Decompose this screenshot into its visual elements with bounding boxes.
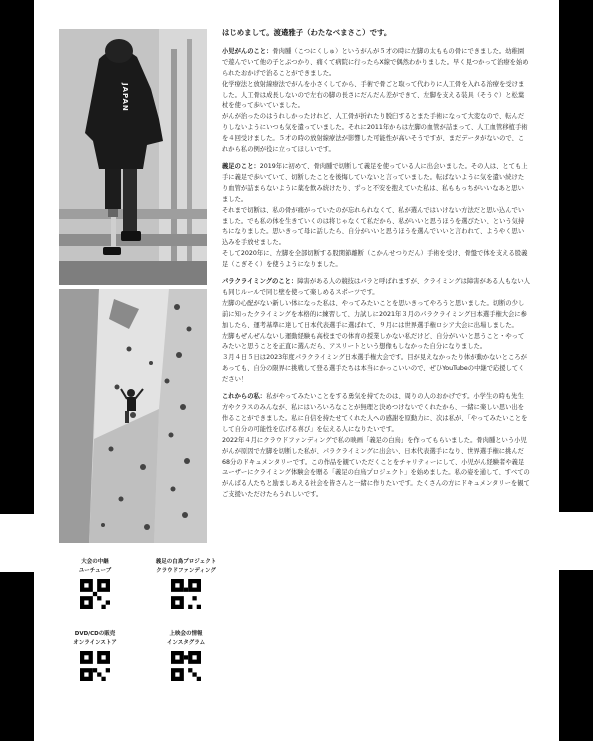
photo-prosthetic-leg-svg [59, 29, 207, 285]
section-paragraph: 障害がある人の競技はパラと呼ばれますが、クライミングは障害がある人もない人も同じルールで同じ壁を使って楽しめるスポーツです。 [222, 278, 530, 296]
qr-label: 義足の白鳥プロジェクト [155, 559, 217, 565]
qr-label: オンラインストア [73, 640, 117, 646]
section-future [222, 392, 530, 501]
section-paragraph: がんが治ったのはうれしかったけれど、人工骨が折れたり脱臼するとまた手術になって大変なので、転んだりしないようにいつも気を遣っていました。それに2011年からは左脚の血管が詰まって、人工血管移植手術を４回受けました。５才の時の放射線療法が影響した可能性が高いそうですが、まだデータがないので、これから私の例が役に立ってほしいです。 [222, 113, 528, 154]
section-prosthetic [222, 162, 530, 271]
photo-prosthetic-leg [59, 29, 207, 285]
section-paragraph: 骨肉腫（こつにくしゅ）というがんが５才の時に左脚の太ももの骨にできました。幼稚園で遊んでいて他の子とぶつかり、痛くて病院に行ったらX線で偶然わかりました。早く見つかって治療を始められたおかげで治ることができました。 [222, 47, 529, 77]
section-title: これからの私： [222, 393, 267, 401]
qr-code-icon [80, 651, 110, 681]
qr-label: インスタグラム [166, 640, 206, 646]
section-paragraph: 左脚の心配がない新しい体になった私は、やってみたいことを思いきってやろうと思いました。切断の少し前に知ったクライミングを本格的に練習して、力試しに2021年３月のパラクライミング日本選手権大会に参加したら、運考基準に達して日本代表選手に選ばれて、９月には世界選手権ロシア大会に出場しました。 [222, 299, 527, 329]
qr-code-icon [171, 651, 201, 681]
section-title: 義足のこと： [222, 162, 260, 170]
qr-label: 上映会の情報 [169, 631, 203, 637]
section-paragraph: 左脚もぜんぜんないし運動経験も高校までの体育の授業しかない私だけど、自分がいいと思うこと・やってみたいと思うことを正直に選んだら、アスリートという想像もしなかった自分になりました。 [222, 332, 525, 351]
qr-youtube[interactable] [64, 558, 126, 613]
section-paraclimbing [222, 277, 530, 386]
section-childhood-cancer [222, 47, 530, 156]
section-paragraph: そして2020年に、左脚を全部切断する股関節離断（こかんせつりだん）手術を受け、骨盤で体を支える股義足（こぎそく）を使うようになりました。 [222, 250, 528, 269]
qr-code-icon [80, 579, 110, 609]
section-paragraph: それまで切断は、私の骨が痛がっていたのが忘れられなくて、私が選んではいけない方法だと思い込んでいました。でも私の体を生きていくのは将じゃなくて私だから、私がいいと思うほうを選びたい、という気持ちになりました。思いきって母に話したら、自分がいいと思うほうを選んでいいと言われて、ようやく思い込みを手放せました。 [222, 206, 525, 247]
document-page [34, 0, 559, 741]
qr-label: ユーチューブ [78, 568, 112, 574]
qr-online-store[interactable] [64, 630, 126, 685]
section-paragraph: 2019年に初めて、骨肉腫で切断して義足を使っている人に出会いました。その人は、とても上手に義足で歩いていて、切断したことを後悔していないと言っていました。転ばないように気を遣い続けたり血管が詰まらないように薬を飲み続けたり、ずっと不安を抱えていた私は、私ももっちがいいなあと思いました。 [222, 162, 528, 203]
section-paragraph: 私がやってみたいことをする勇気を持てたのは、周りの人のおかげです。小学生の時も先生方やクラスのみんなが、私にはいろいろなことが無理と決めつけないでくれたから、一緒に楽しい思い出を作ることができました。私に自信を持たせてくれた人への感謝を原動力に、次は私が、「やってみたいことをして自分の可能性を広げる喜び」を伝える人になりたいです。 [222, 393, 528, 433]
section-paragraph: 2022年４月にクラウドファンディングで私の映画「義足の白鳥」を作ってもらいました。骨肉腫という小児がんが原因で左脚を切断した私が、パラクライミングに出会い、日本代表選手になり、世界選手権に挑んだ68分のドキュメンタリーです。この作品を観ていただくことをチャリティーにして、小児がん経験者や義足ユーザーにクライミング体験会を贈る「義足の白鳥プロジェクト」を始めました。私の姿を通して、すべてのがんばる人たちと励ましあえる社会を皆さんと一緒に作りたいです。たくさんの方にドキュメンタリーを観てご支援いただけたらうれしいです。 [222, 436, 530, 499]
page-edge-right [559, 512, 593, 570]
page-edge-left [0, 514, 34, 572]
qr-code-icon [171, 579, 201, 609]
section-paragraph: 化学療法と放射線療法でがんを小さくしてから、手術で骨ごと取って代わりに人工骨を入れる治療を受けました。人工骨は成長しないので左右の脚の長さにだんだん差ができて、左脚を支える装具（そうぐ）と松葉杖を使って歩いていました。 [222, 80, 525, 110]
photo-climbing-wall [59, 289, 207, 543]
photo-climbing-wall-svg [59, 289, 207, 543]
qr-label: クラウドファンディング [156, 568, 216, 574]
section-paragraph: ３月４日５日は2023年度パラクライミング日本選手権大会です。目が見えなかったり体が動かないところがあっても、自分の限界に挑戦して登る選手たちは本当にかっこいいので、ぜひYouTubeの中継で応援してください！ [222, 354, 527, 384]
section-title: パラクライミングのこと： [222, 278, 298, 286]
qr-crowdfunding[interactable] [155, 558, 217, 613]
jacket-text: JAPAN [121, 83, 129, 112]
qr-label: 大会の中継 [81, 559, 109, 565]
section-title: 小児がんのこと： [222, 47, 273, 55]
article-text [222, 28, 530, 507]
qr-label: DVD/CDの販売 [74, 631, 116, 637]
intro-heading: はじめまして。渡邉雅子（わたなべまさこ）です。 [222, 28, 392, 37]
qr-instagram[interactable] [155, 630, 217, 685]
